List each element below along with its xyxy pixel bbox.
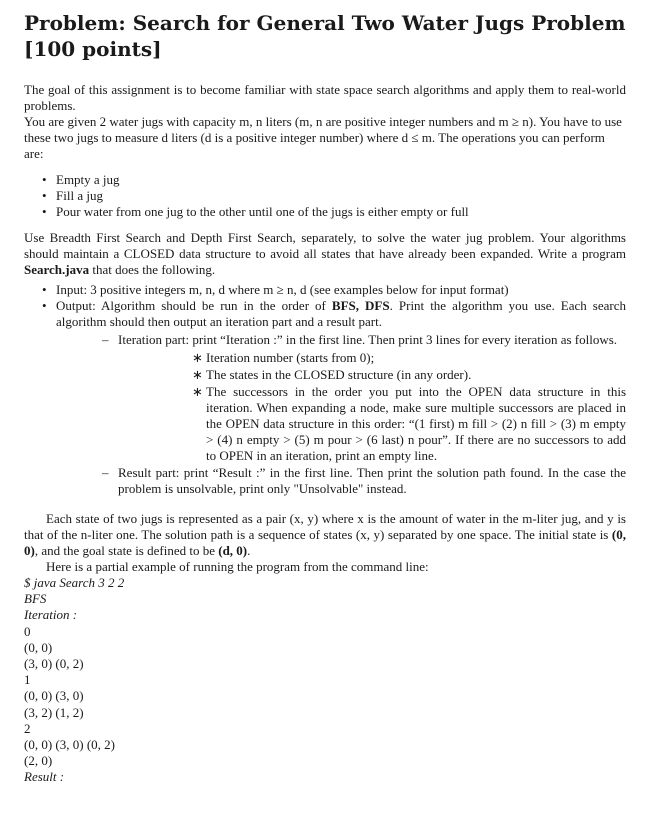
document-page <box>24 0 626 786</box>
state-paragraph <box>24 511 626 559</box>
algorithm-label: BFS <box>24 591 47 607</box>
output-line: (0, 0) (3, 0) <box>24 688 84 704</box>
output-line: (3, 0) (0, 2) <box>24 656 84 672</box>
output-line: (3, 2) (1, 2) <box>24 704 84 720</box>
state-text: Each state of two jugs is represented as a pair (x, y) where x is the amount of water in the m-liter jug, and y is that of the n-liter one. The solution path is a sequence of states (x, y) separated by one space. The initial state is <box>24 511 626 542</box>
initial-state: (0, 0) <box>24 527 626 558</box>
operation-item: • Empty a jug <box>24 172 626 188</box>
program-name: Search.java <box>24 262 90 277</box>
input-bullet: • Input: 3 positive integers m, n, d where m ≥ n, d (see examples below for input format) <box>24 282 626 298</box>
problem-title: Problem: Search for General Two Water Jugs Problem [100 points] <box>24 11 626 61</box>
output-line: (0, 0) (3, 0) (0, 2) <box>24 737 115 753</box>
iteration-lines-list <box>118 350 626 464</box>
iteration-part-item <box>56 332 626 464</box>
example-intro: Here is a partial example of running the program from the command line: <box>46 559 429 574</box>
iteration-part-text: Iteration part: print “Iteration :” in the first line. Then print 3 lines for every iteration as follows. <box>118 332 618 347</box>
bfs-dfs-text: Use Breadth First Search and Depth First Search, separately, to solve the water jug problem. Your algorithms should maintain a CLOSED data structure to avoid all states that have already been expanded. Write a program <box>24 230 626 261</box>
requirements-list <box>24 282 626 497</box>
output-line: (2, 0) <box>24 753 53 769</box>
algorithm-order: BFS, DFS <box>331 298 390 313</box>
command-line: $ java Search 3 2 2 <box>24 575 125 590</box>
iteration-line-item: ∗ The successors in the order you put into the OPEN data structure in this iteration. When expanding a node, make sure multiple successors are placed in the OPEN data structure in this order: “(1 first) m fill > (2) n fill > (3) m empty > (4) n empty > (5) m pour > (6 last) n pour”. If there are no successors to add to OPEN in an iteration, print an empty line. <box>118 384 626 464</box>
output-line: 0 <box>24 623 31 639</box>
iteration-line-item: ∗ Iteration number (starts from 0); <box>118 350 626 366</box>
operation-item: • Pour water from one jug to the other until one of the jugs is either empty or full <box>24 204 626 220</box>
bfs-dfs-text-end: that does the following. <box>89 262 216 277</box>
example-output <box>24 575 626 786</box>
intro-goal: The goal of this assignment is to become familiar with state space search algorithms and apply them to real-world problems. <box>24 82 626 113</box>
state-text-end: . <box>247 543 251 558</box>
intro-given: You are given 2 water jugs with capacity m, n liters (m, n are positive integer numbers and m ≥ n). You have to use these two jugs to measure d liters (d is a positive integer number) where d ≤ m. The operations you can perform are: <box>24 114 622 161</box>
output-line: (0, 0) <box>24 639 53 655</box>
iteration-label: Iteration : <box>24 607 78 623</box>
state-text-mid: , and the goal state is defined to be <box>34 543 219 558</box>
output-line: 2 <box>24 720 31 736</box>
result-part-item: – Result part: print “Result :” in the first line. Then print the solution path found. In the case the problem is unsolvable, print only "Unsolvable" instead. <box>56 465 626 497</box>
output-bullet <box>24 298 626 497</box>
operations-list <box>24 172 626 220</box>
result-label: Result : <box>24 769 65 785</box>
output-parts-list <box>56 332 626 497</box>
operation-item: • Fill a jug <box>24 188 626 204</box>
goal-state: (d, 0) <box>218 543 248 558</box>
output-text-end: . Print the algorithm you use. Each search algorithm should then output an iteration part and a result part. <box>56 298 626 329</box>
bfs-dfs-paragraph <box>24 230 626 278</box>
iteration-line-item: ∗ The states in the CLOSED structure (in any order). <box>118 367 626 383</box>
output-text: Output: Algorithm should be run in the order of <box>56 298 332 313</box>
output-line: 1 <box>24 672 31 688</box>
